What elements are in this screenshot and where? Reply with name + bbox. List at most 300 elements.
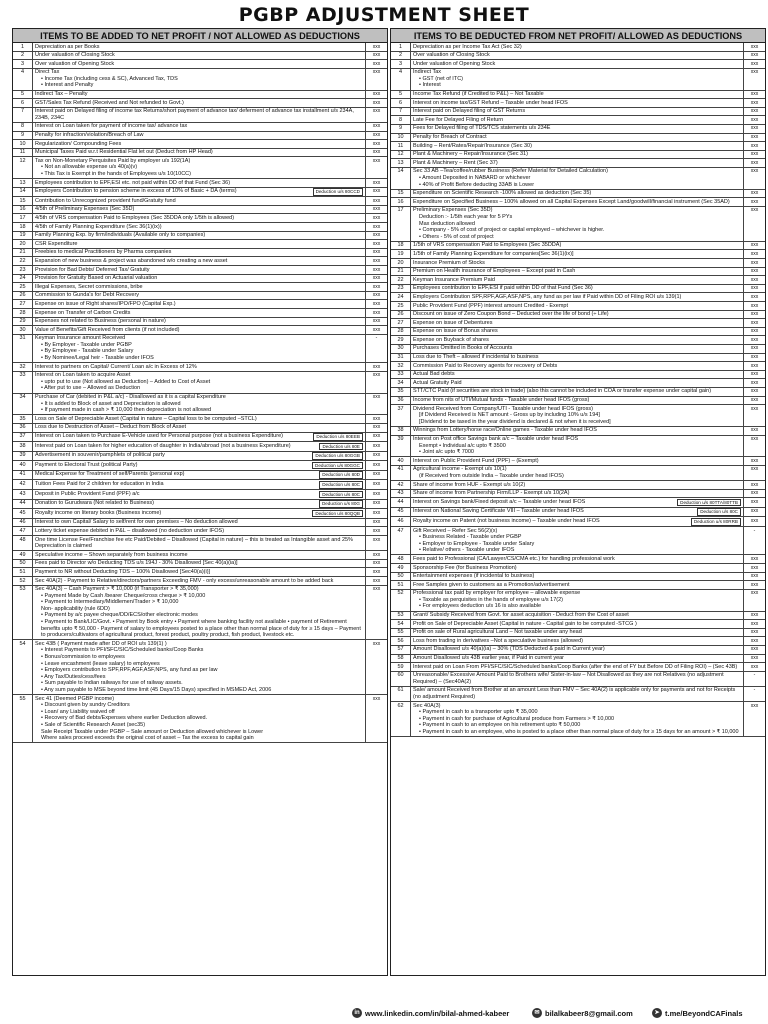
table-row [391,436,765,458]
row-text: Interest on Loan taken to acquire Asset [35,372,131,379]
row-text-cell [33,206,365,214]
row-amount-mark: xxx [365,140,387,148]
row-text-cell [411,629,743,637]
row-text-cell [411,142,743,150]
footer-telegram[interactable] [652,1008,743,1018]
row-number: 23 [13,266,33,274]
row-subpoint: • Income Tax (including cess & SC), Advanced Tax, TDS [41,75,178,82]
row-text-cell [411,116,743,124]
row-amount-mark: xxx [743,242,765,250]
row-text-cell [411,581,743,589]
row-number: 10 [391,134,411,142]
row-amount-mark: - [365,335,387,362]
table-row [13,275,387,284]
row-amount-mark: xxx [743,60,765,68]
row-number: 25 [13,283,33,291]
row-text-cell [411,508,743,517]
row-number: 33 [13,372,33,393]
row-text: Indirect Tax [413,69,442,76]
deduction-tag: Deduction u/s 80QQB [312,510,363,518]
table-row [391,99,765,108]
row-text-cell [33,179,365,187]
deduction-tag: Deduction u/s 80E [319,443,363,451]
row-text: Agricultural income - Exempt u/s 10(1) [413,466,507,473]
table-row [391,134,765,143]
table-row [13,240,387,249]
row-text-cell [33,640,365,694]
row-amount-mark: - [743,672,765,686]
row-subpoint: • It is added to Block of asset and Depreciation is allowed [41,400,181,407]
row-text: Free Samples given to customers as a Promotion/advertisement [413,581,570,588]
row-number: 42 [13,480,33,489]
table-row [13,91,387,100]
row-number: 7 [13,108,33,122]
table-row [13,480,387,490]
row-amount-mark: xxx [365,257,387,265]
row-text: Provision for Gratuity Based on Actuarial valuation [35,275,158,282]
row-text-cell [411,91,743,99]
row-amount-mark: xxx [743,457,765,465]
table-row [13,60,387,69]
row-number: 40 [391,457,411,465]
mail-icon: ✉ [532,1008,542,1018]
row-text-cell [411,457,743,465]
row-number: 55 [391,629,411,637]
row-number: 8 [391,116,411,124]
row-number: 32 [391,362,411,370]
table-row [13,326,387,335]
row-number: 34 [391,379,411,387]
table-row [13,214,387,223]
table-row [391,125,765,134]
table-row [13,551,387,560]
row-text-cell [411,52,743,60]
row-amount-mark: xxx [365,197,387,205]
row-text: Plant & Machinery – Rent (Sec 37) [413,159,498,166]
row-text: Interest paid on Delayed filing of income tax Returns/short payment of advance tax/ deferment of advance tax installment u/s 234A, 234B, 234C [35,108,354,121]
deduction-tag: Deduction u/s 80D [319,471,363,479]
row-number: 8 [13,123,33,131]
row-amount-mark: xxx [743,311,765,319]
table-row [391,60,765,69]
deduction-tag: Deduction u/s 80TTA/80TTB [677,499,741,507]
row-number: 37 [391,405,411,426]
row-text: Over valuation of Opening Stock [35,60,115,67]
table-row [391,354,765,363]
table-row [391,397,765,406]
row-subpoint: • Interest Payments to PFI/SFC/SIC/Scheduled banks/Coop Banks [41,647,204,654]
row-text: Interest on Loan taken for payment of income tax/ advance tax [35,123,188,130]
row-text-cell [33,283,365,291]
row-text: Entertainment expenses (if incidental to business) [413,573,535,580]
row-text-cell [33,490,365,499]
row-text-cell [33,309,365,317]
row-text: Insurance Premium of Stocks [413,259,485,266]
row-text: Loss from trading in derivatives –Not a speculative business (allowed) [413,637,583,644]
row-text-cell [33,188,365,197]
table-row [13,452,387,462]
row-amount-mark: xxx [365,560,387,568]
row-number: 2 [13,52,33,60]
row-amount-mark: xxx [365,266,387,274]
row-subpoint: • Payment by a/c payee cheque/DD/ECS/other electronic modes [41,612,198,619]
row-text: Premium on Health insurance of Employees – Except paid in Cash [413,268,576,275]
row-subpoint: • Any sum payable to MSE beyond time limit (45 Days/15 Days) specified in MSMED Act, 2006 [41,687,272,693]
row-amount-mark: xxx [365,179,387,187]
row-text-cell [411,702,743,736]
row-text-cell [33,99,365,107]
row-text: GST/Sales Tax Refund (Received and Not refunded to Govt.) [35,99,184,106]
row-text: Sec 43B ( Payment made after DD of ROI u/s 139(1) ) [35,640,167,647]
row-text: Sec 40A(3) – Cash Payment > ₹ 10,000 (if Transporter > ₹ 35,000) [35,586,199,593]
row-text: Employees contribution to EPF,ESI etc. not paid within DD of that Fund (Sec 36) [35,179,231,186]
row-text: Discount on issue of Zero Coupon Bond – Deducted over the life of bond (÷ Life) [413,311,609,318]
row-text-cell [33,318,365,326]
footer-linkedin[interactable] [352,1008,509,1018]
row-text: Income Tax Refund (if Credited to P&L) – Not Taxable [413,91,544,98]
row-subpoint: • By Employee - Taxable under Salary [41,348,134,355]
row-amount-mark: xxx [743,207,765,241]
added-items-header: ITEMS TO BE ADDED TO NET PROFIT / NOT ALLOWED AS DEDUCTIONS [13,29,387,43]
row-amount-mark: xxx [365,123,387,131]
table-row [391,663,765,672]
row-subpoint: • Sum payable to Indian railways for use of railway assets. [41,680,183,687]
row-number: 1 [391,43,411,51]
table-row [13,206,387,215]
row-text-cell [411,379,743,387]
row-number: 26 [391,311,411,319]
row-text-cell [411,655,743,663]
row-text: Fees for Delayed filing of TDS/TCS statements u/s 234E [413,125,551,132]
row-number: 22 [391,276,411,284]
row-text: Value of Benefits/Gift Received from clients (if not included) [35,326,180,333]
row-subpoint: • Payment Made by Cash /bearer Cheque/cross cheque > ₹ 10,000 [41,592,206,599]
row-number: 19 [391,250,411,258]
table-row [13,586,387,641]
row-amount-mark: xxx [365,363,387,371]
row-text-cell [33,249,365,257]
row-text: Sec 40A(3) [413,702,441,709]
row-number: 50 [13,560,33,568]
row-text-cell [411,527,743,554]
row-text-cell [411,198,743,206]
row-subpoint: • Joint a/c upto ₹ 7000 [419,449,474,456]
row-text: Amount Disallowed u/s 40(a)(ia) – 30% (TDS Deducted & paid in Current year) [413,646,605,653]
row-amount-mark: xxx [743,637,765,645]
row-amount-mark: xxx [743,629,765,637]
row-amount-mark: xxx [365,214,387,222]
table-row [391,276,765,285]
row-amount-mark: xxx [365,695,387,742]
row-text: Profit on sale of Rural agricultural Land – Not taxable under any head [413,629,582,636]
row-amount-mark: xxx [743,490,765,498]
table-row [13,560,387,569]
row-number: 9 [391,125,411,133]
row-amount-mark: xxx [365,326,387,334]
row-text-cell [33,300,365,308]
row-number: 17 [391,207,411,241]
table-row [391,142,765,151]
row-number: 11 [391,142,411,150]
row-amount-mark: xxx [743,108,765,116]
row-number: 44 [391,498,411,507]
row-text: Donation to Gurudwara (Not related to Business) [35,500,154,507]
row-text: Penalty for Breach of Contract [413,134,487,141]
row-text: Keyman Insurance Premium Paid [413,276,495,283]
row-amount-mark: xxx [743,362,765,370]
row-subpoint: • Taxable as perquisites in the hands of employee u/s 17(2) [419,596,563,603]
row-amount-mark: xxx [365,480,387,489]
row-amount-mark: xxx [743,379,765,387]
table-row [391,69,765,91]
row-text: Advertisement in souvenir/pamphlets of political party [35,452,165,459]
row-amount-mark: xxx [365,577,387,585]
row-text-cell [411,285,743,293]
row-text: 4/5th of Family Planning Expenditure (Sec 36(1)(ix)) [35,223,162,230]
row-amount-mark: xxx [743,498,765,507]
row-text: Regularization/ Compounding Fees [35,140,122,147]
row-subpoint: • Leave encashment (leave salary) to employees [41,660,160,667]
row-text: Interest to own Capital/ Salary to self/rent for own premises – No deduction allowed [35,519,238,526]
row-text: Purchases Omitted in Books of Accounts [413,345,513,352]
row-number: 18 [391,242,411,250]
row-text: Loss on Sale of Depreciable Asset (Capital in nature – Capital loss to be computed –STCL) [35,415,257,422]
deduction-tag: Deduction u/s 80C [697,508,741,516]
row-text-cell [33,695,365,742]
table-row [391,345,765,354]
table-row [13,363,387,372]
row-amount-mark: xxx [743,52,765,60]
row-subpoint: (if Received from outside India – Taxable under head IFOS) [419,472,564,479]
row-text: Loss due to Destruction of Asset – Deduct from Block of Asset [35,424,187,431]
row-amount-mark: xxx [365,309,387,317]
row-text: Depreciation as per Books [35,43,100,50]
row-subpoint: [Dividend to be taxed in the year dividend is declared & not when it is received] [419,418,611,425]
table-row [391,573,765,582]
row-text: Loss due to Theft – allowed if incidental to business [413,354,539,361]
row-amount-mark: xxx [743,555,765,563]
row-number: 18 [13,223,33,231]
row-text: Actual Gratuity Paid [413,379,462,386]
table-row [391,498,765,508]
row-amount-mark: xxx [365,586,387,640]
row-number: 59 [391,663,411,671]
row-number: 49 [391,564,411,572]
row-text: Keyman Insurance amount Received [35,335,126,342]
table-row [13,157,387,179]
row-amount-mark: xxx [743,116,765,124]
row-amount-mark: xxx [743,354,765,362]
row-amount-mark: xxx [365,69,387,90]
row-number: 13 [13,179,33,187]
row-number: 13 [391,159,411,167]
row-amount-mark: xxx [743,620,765,628]
row-subpoint: • Sale of Scientific Research Asset (sec35) [41,721,146,728]
table-row [391,527,765,555]
row-amount-mark: xxx [365,490,387,499]
table-row [391,190,765,199]
table-row [13,568,387,577]
table-row [391,311,765,320]
row-text: Depreciation as per Income Tax Act (Sec 32) [413,43,522,50]
row-text: Fees paid to Professional (CA/Lawyer/CS/CMA etc.) for handling professional work [413,555,615,562]
row-amount-mark: xxx [743,134,765,142]
row-number: 53 [391,612,411,620]
row-number: 61 [391,687,411,701]
row-amount-mark: xxx [743,590,765,611]
row-text-cell [411,345,743,353]
table-row [13,509,387,519]
row-text-cell [411,397,743,405]
row-number: 14 [391,168,411,189]
table-row [13,69,387,91]
table-row [13,292,387,301]
row-amount-mark: xxx [743,142,765,150]
row-text: Expenses not related to Business (personal in nature) [35,318,166,325]
row-text: Plant & Machinery – Repair/Insurance (Sec 31) [413,151,528,158]
row-text-cell [411,276,743,284]
row-amount-mark: xxx [365,471,387,480]
row-text: Late Fee for Delayed Filing of Return [413,116,504,123]
row-amount-mark: xxx [743,319,765,327]
row-text: Actual Bad debts [413,371,455,378]
row-text-cell [411,573,743,581]
table-row [391,379,765,388]
row-number: 57 [391,646,411,654]
row-number: 45 [391,508,411,517]
row-amount-mark: xxx [365,149,387,157]
row-amount-mark: xxx [743,517,765,526]
row-number: 41 [391,466,411,480]
row-text-cell [33,140,365,148]
row-text-cell [33,335,365,362]
row-text-cell [411,564,743,572]
row-text-cell [411,466,743,480]
added-items-column [12,28,388,976]
row-text-cell [33,257,365,265]
email-link[interactable]: bilalkabeer8@gmail.com [545,1008,633,1018]
telegram-link[interactable]: t.me/BeyondCAFinals [665,1008,743,1018]
table-row [13,415,387,424]
table-row [391,268,765,277]
row-number: 38 [13,442,33,451]
row-text: Under valuation of Opening Stock [413,60,496,67]
page-title: PGBP ADJUSTMENT SHEET [238,4,530,26]
deducted-items-list [391,43,765,737]
row-subpoint: • Recovery of Bad debts/Expenses where earlier Deduction allowed. [41,715,208,722]
row-text-cell [33,560,365,568]
table-row [13,527,387,536]
row-amount-mark: xxx [365,292,387,300]
table-row [13,223,387,232]
table-row [13,283,387,292]
added-items-list [13,43,387,743]
row-text-cell [411,620,743,628]
row-text-cell [411,517,743,526]
row-amount-mark: xxx [365,188,387,197]
row-text: Fees paid to Director w/o Deducting TDS u/s 194J - 30% Disallowed [Sec 40(a)(ia)] [35,560,238,567]
row-text-cell [33,480,365,489]
table-row [13,442,387,452]
row-number: 10 [13,140,33,148]
linkedin-link[interactable]: www.linkedin.com/in/bilal-ahmed-kabeer [365,1008,510,1018]
row-amount-mark: xxx [743,646,765,654]
footer-email[interactable] [532,1008,633,1018]
table-row [391,362,765,371]
row-amount-mark: xxx [365,500,387,509]
table-row [391,517,765,527]
row-text-cell [411,637,743,645]
row-text: Sale/ amount Received from Brother at an amount Less than FMV – Sec 40A(2) is applicable only for payments and not for Receipts (no adjustment Required) [413,687,736,700]
row-text-cell [411,319,743,327]
table-row [391,655,765,664]
row-amount-mark: xxx [365,433,387,442]
row-number: 51 [13,568,33,576]
row-text: Under valuation of Closing Stock [35,52,115,59]
table-row [13,123,387,132]
row-amount-mark: xxx [365,43,387,51]
row-number: 12 [13,157,33,178]
table-row [391,293,765,302]
row-text: Sec 41 (Deemed PGBP income) [35,695,115,702]
row-text-cell [33,471,365,480]
row-text-cell [33,123,365,131]
row-text: Amount Disallowed u/s 43B earlier year, if Paid in current year [413,655,565,662]
row-subpoint: • Bonus/commission to employees [41,654,125,661]
row-text-cell [33,372,365,393]
row-text-cell [33,240,365,248]
row-text: Illegal Expenses, Secret commissions, bribe [35,283,143,290]
deduction-tag: Deduction u/s 80G [319,500,363,508]
row-amount-mark: - [743,687,765,701]
deduction-tag: Deduction u/s 80RRB [691,518,741,526]
row-text-cell [411,134,743,142]
table-row [391,629,765,638]
row-amount-mark: xxx [743,168,765,189]
table-row [13,471,387,481]
row-text: Expense on Buyback of shares [413,336,489,343]
row-text-cell [411,190,743,198]
table-row [391,646,765,655]
row-text: Municipal Taxes Paid w.r.t Residential Flat let out (Deduct from HP Head) [35,149,213,156]
row-number: 39 [13,452,33,461]
row-amount-mark: xxx [743,190,765,198]
row-text: Employers Contribution SPF,RPF,AGF,ASF,NPS, any fund as per law if Paid within DD of Filing ROI u/s 139(1) [413,293,682,300]
row-number: 22 [13,257,33,265]
row-number: 5 [391,91,411,99]
row-text-cell [33,292,365,300]
row-number: 47 [13,527,33,535]
footer [0,1006,768,1022]
row-text-cell [411,336,743,344]
row-text: Tax on Non-Monetary Perquisites Paid by employer u/s 192(1A) [35,157,191,164]
table-row [391,116,765,125]
table-row [391,457,765,466]
row-text: Royalty income on Patent (not business income) – Taxable under head IFOS [413,517,600,524]
row-text: Expenditure on Scientific Research -100% allowed as deduction (Sec 35) [413,190,592,197]
table-row [391,388,765,397]
row-amount-mark: xxx [743,336,765,344]
row-text-cell [411,362,743,370]
row-amount-mark: xxx [365,318,387,326]
row-text-cell [33,394,365,415]
table-row [13,536,387,551]
row-text-cell [33,91,365,99]
row-number: 23 [391,285,411,293]
row-number: 14 [13,188,33,197]
table-row [13,108,387,123]
row-subpoint: • 40% of Profit Before deducting 33AB is Lower [419,181,535,188]
